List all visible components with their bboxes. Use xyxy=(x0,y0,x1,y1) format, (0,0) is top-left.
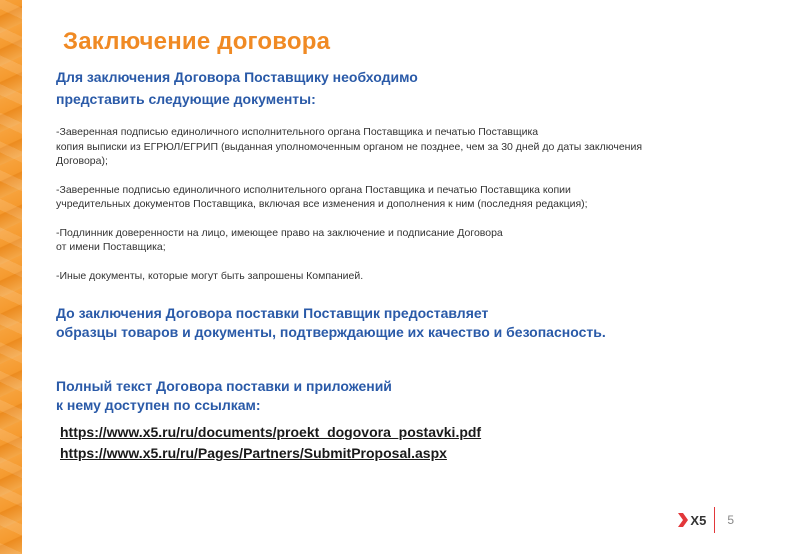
chevron-right-icon xyxy=(677,512,689,528)
contract-pdf-link[interactable]: https://www.x5.ru/ru/documents/proekt_dogovora_postavki.pdf xyxy=(60,424,482,440)
list-item xyxy=(56,226,756,255)
list-item-line: -Подлинник доверенности на лицо, имеющее право на заключение и подписание Договора xyxy=(56,226,503,239)
links-block xyxy=(60,422,760,464)
samples-text xyxy=(56,304,756,342)
lead-line: представить следующие документы: xyxy=(56,91,316,107)
list-item-line: учредительных документов Поставщика, включая все изменения и дополнения к ним (последняя редакция); xyxy=(56,198,588,210)
footer-divider xyxy=(714,507,715,533)
full-text-line: Полный текст Договора поставки и приложений xyxy=(56,378,392,394)
lead-line: Для заключения Договора Поставщику необходимо xyxy=(56,69,418,85)
list-item xyxy=(56,183,756,212)
page-number: 5 xyxy=(727,513,734,527)
list-item-line: копия выписки из ЕГРЮЛ/ЕГРИП (выданная уполномоченным органом не позднее, чем за 30 дней до даты заключения xyxy=(56,140,643,153)
list-item-line: -Иные документы, которые могут быть запрошены Компанией. xyxy=(56,269,364,282)
full-text-line: к нему доступен по ссылкам: xyxy=(56,397,261,413)
list-item-line: от имени Поставщика; xyxy=(56,241,166,253)
lead-text xyxy=(56,66,756,110)
list-item xyxy=(56,269,756,284)
list-item-line: -Заверенная подписью единоличного исполнительного органа Поставщика и печатью Поставщика xyxy=(56,126,539,138)
logo-text: X5 xyxy=(690,512,707,528)
list-item xyxy=(56,125,756,169)
page-title: Заключение договора xyxy=(63,28,331,55)
samples-line: До заключения Договора поставки Поставщик предоставляет xyxy=(56,305,489,321)
documents-list xyxy=(56,125,756,297)
decorative-side-pattern xyxy=(0,0,22,554)
list-item-line: Договора); xyxy=(56,155,108,167)
submit-proposal-link[interactable]: https://www.x5.ru/ru/Pages/Partners/SubmitProposal.aspx xyxy=(60,445,447,461)
footer xyxy=(677,506,734,534)
x5-logo xyxy=(677,512,706,528)
full-text-note xyxy=(56,377,756,415)
list-item-line: -Заверенные подписью единоличного исполнительного органа Поставщика и печатью Поставщика копии xyxy=(56,183,571,196)
samples-line: образцы товаров и документы, подтверждающие их качество и безопасность. xyxy=(56,324,606,340)
